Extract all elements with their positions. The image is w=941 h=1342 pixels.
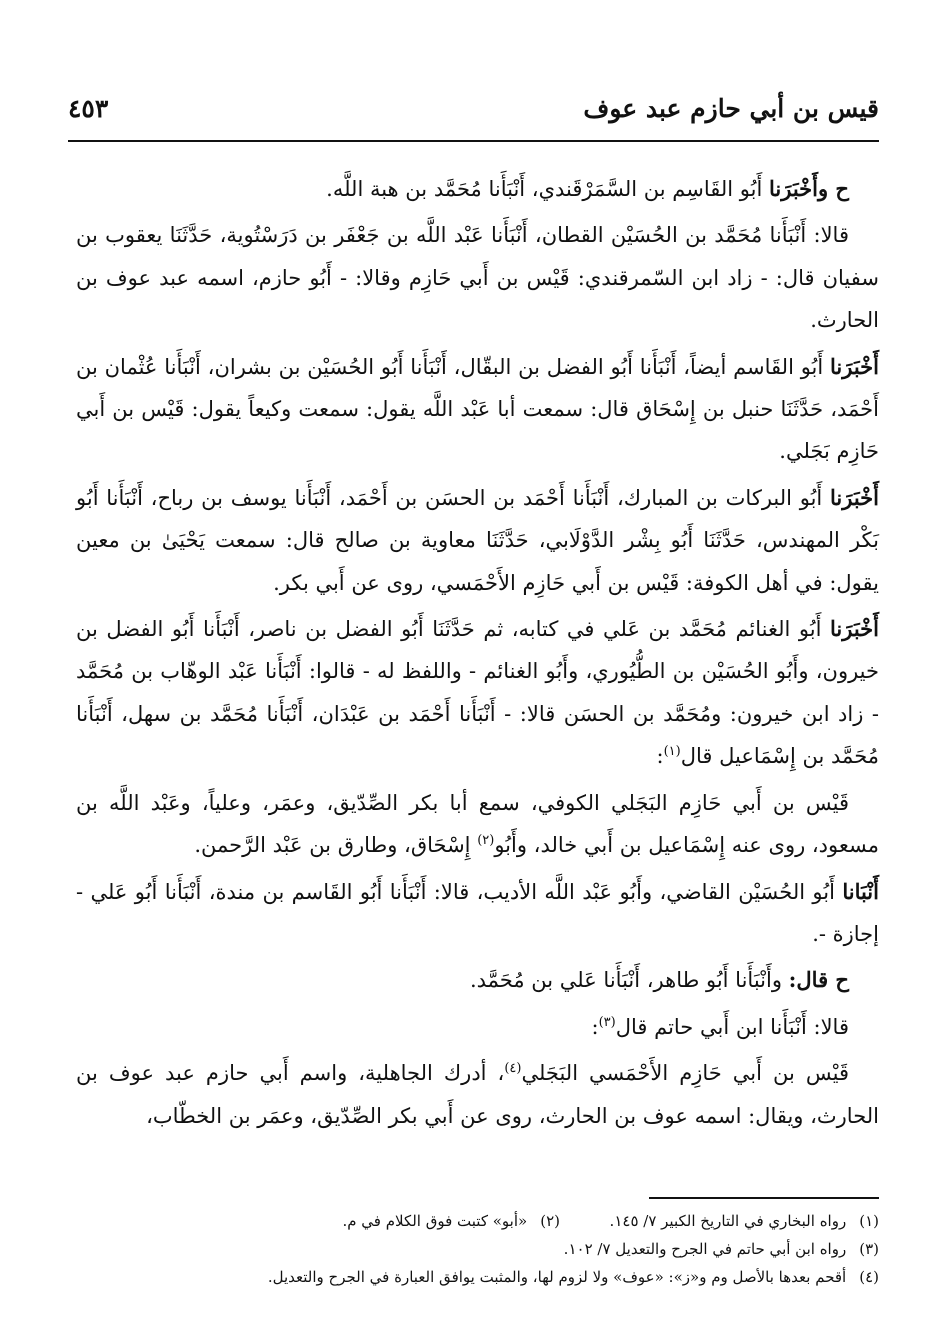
- footnote-row: [76, 1207, 879, 1235]
- paragraph-lead: أَخْبَرَنا: [830, 616, 879, 642]
- paragraph-lead: أَنْبَانا: [842, 878, 879, 904]
- footnote-number: (١): [859, 1212, 879, 1230]
- footnote-text: أقحم بعدها بالأصل وم و«ز»: «عوف» ولا لزوم لها، والمثبت يوافق العبارة في الجرح والتعديل.: [267, 1268, 847, 1286]
- paragraph-9: [76, 1006, 879, 1048]
- paragraph-text: قَيْس بن أَبي حَازِم البَجَلي الكوفي، سمع أبا بكر الصِّدّيق، وعمَر، وعلياً، وعَبْد اللَّه بن مسعود، روى عنه إِسْمَاعيل بن أَبي خالد، وأَبُو: [76, 790, 879, 858]
- paragraph-2: [76, 214, 879, 341]
- paragraph-text: وأَنْبَأَنا أَبُو طاهر، أَنْبَأَنا عَلي بن مُحَمَّد.: [469, 968, 789, 993]
- footnote-ref-3[interactable]: (٣): [598, 1014, 616, 1030]
- paragraph-tail: ، أدرك الجاهلية، واسم أَبي حازم عبد عوف بن الحارث، ويقال: اسمه عوف بن الحارث، روى عن أَبي بكر الصِّدّيق، وعمَر بن الخطّاب،: [76, 1061, 879, 1128]
- paragraph-8: [76, 959, 879, 1001]
- paragraph-text: قالا: أَنْبَأَنا ابن أَبي حاتم قال: [615, 1014, 849, 1039]
- running-header: [68, 94, 879, 134]
- header-rule: [68, 140, 879, 142]
- paragraph-text: أَبُو القَاسِم بن السَّمَرْقَندي، أَنْبَأَنا مُحَمَّد بن هبة اللَّه.: [326, 177, 769, 201]
- footnotes: [76, 1207, 879, 1291]
- paragraph-lead: ح قال:: [788, 967, 849, 993]
- footnote-text: «أبو» كتبت فوق الكلام في م.: [342, 1212, 528, 1230]
- paragraph-lead: أَخْبَرَنا: [830, 484, 879, 510]
- footnote-number: (٤): [859, 1268, 879, 1286]
- paragraph-4: [76, 477, 879, 604]
- footnote-number: (٢): [540, 1212, 560, 1230]
- paragraph-text: قالا: أَنْبَأَنا مُحَمَّد بن الحُسَيْن القطان، أَنْبَأَنا عَبْد اللَّه بن جَعْفَر بن دَرَسْتُوية، حَدَّثَنَا يعقوب بن سفيان قال: - زاد ابن السّمرقندي: قَيْس بن أَبي حَازِم وقالا: - أَبُو حازم، اسمه عبد عوف بن الحارث.: [76, 223, 879, 333]
- paragraph-tail: :: [591, 1014, 599, 1039]
- footnote-ref-1[interactable]: (١): [663, 744, 681, 760]
- footnote-ref-2[interactable]: (٢): [477, 833, 495, 849]
- footnote-row: [76, 1263, 879, 1291]
- paragraph-3: [76, 346, 879, 473]
- paragraph-text: أَبُو الغنائم مُحَمَّد بن عَلي في كتابه، ثم حَدَّثَنَا أَبُو الفضل بن ناصر، أَنْبَأَنا أَبُو الفضل بن خيرون، وأَبُو الحُسَيْن بن الطُّيُوري، وأَبُو الغنائم - واللفظ له - قالوا: أَنْبَأَنا عَبْد الوهّاب بن مُحَمَّد - زاد ابن خيرون: ومُحَمَّد بن الحسَن قالا: - أَنْبَأَنا أَحْمَد بن عَبْدَان، أَنْبَأَنا مُحَمَّد بن سهل، أَنْبَأَنا مُحَمَّد بن إِسْمَاعيل قال: [76, 617, 879, 769]
- paragraph-10: [76, 1052, 879, 1137]
- page-number: ٤٥٣: [68, 94, 109, 123]
- main-text: [76, 168, 879, 1141]
- footnote-ref-4[interactable]: (٤): [504, 1061, 522, 1077]
- footnote-rule: [649, 1197, 879, 1199]
- paragraph-text: أَبُو القَاسم أيضاً، أَنْبَأَنا أَبُو الفضل بن البقّال، أَنْبَأَنا أَبُو الحُسَيْن بن بشران، أَنْبَأَنا عُثْمان بن أَحْمَد، حَدَّثَنَا حنبل بن إِسْحَاق قال: سمعت أبا عَبْد اللَّه يقول: سمعت وكيعاً يقول: قَيْس بن أَبي حَازِم بَجَلي.: [76, 354, 879, 464]
- paragraph-7: [76, 871, 879, 956]
- footnote-text: رواه ابن أبي حاتم في الجرح والتعديل ٧/ ١٠٢.: [563, 1240, 847, 1258]
- running-title: قيس بن أبي حازم عبد عوف: [583, 94, 879, 123]
- footnote-row: [76, 1235, 879, 1263]
- footnote-number: (٣): [859, 1240, 879, 1258]
- paragraph-tail: إِسْحَاق، وطارق بن عَبْد الرَّحمن.: [194, 833, 478, 858]
- paragraph-text: أَبُو البركات بن المبارك، أَنْبَأَنا أَحْمَد بن الحسَن بن أَحْمَد، أَنْبَأَنا يوسف بن رباح، أَنْبَأَنا أَبُو بَكْر المهندس، حَدَّثَنَا أَبُو بِشْر الدَّوْلَابي، حَدَّثَنَا معاوية بن صالح قال: سمعت يَحْيَىٰ بن معين يقول: في أهل الكوفة: قَيْس بن أَبي حَازِم الأَحْمَسي، روى عن أَبي بكر.: [76, 485, 879, 595]
- paragraph-6: [76, 782, 879, 867]
- paragraph-text: أَبُو الحُسَيْن القاضي، وأَبُو عَبْد اللَّه الأديب، قالا: أَنْبَأَنا أَبُو القَاسم بن مندة، أَنْبَأَنا أَبُو عَلي - إجازة -.: [76, 879, 879, 946]
- paragraph-lead: أَخْبَرَنا: [830, 353, 879, 379]
- paragraph-lead: ح وأَخْبَرَنا: [769, 176, 849, 201]
- footnote-text: رواه البخاري في التاريخ الكبير ٧/ ١٤٥.: [609, 1212, 847, 1230]
- paragraph-tail: :: [656, 744, 664, 769]
- paragraph-5: [76, 608, 879, 778]
- paragraph-text: قَيْس بن أَبي حَازِم الأَحْمَسي البَجَلي: [521, 1061, 850, 1086]
- paragraph-1: [76, 168, 879, 210]
